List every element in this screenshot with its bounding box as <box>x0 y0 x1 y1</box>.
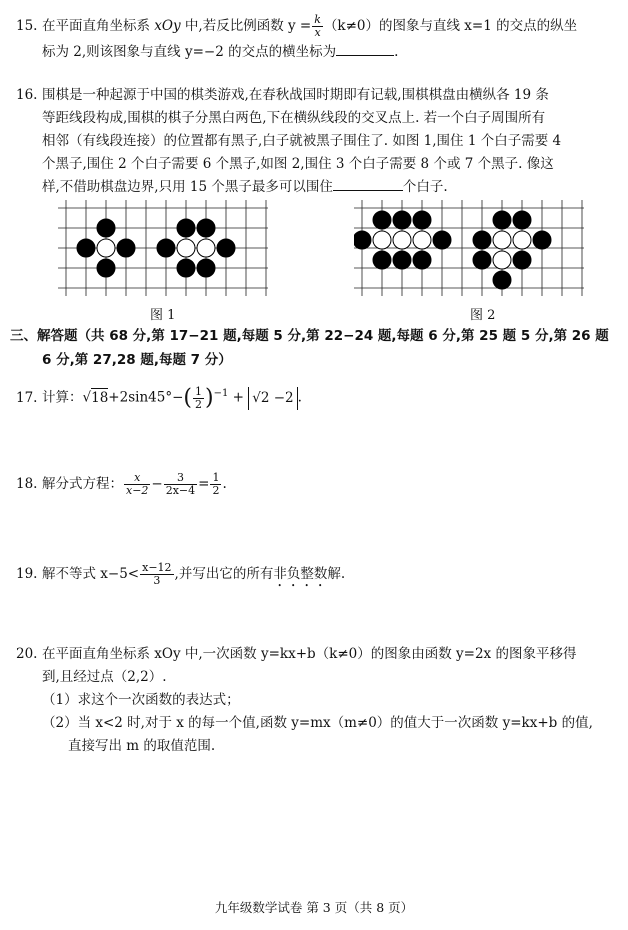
question-number: 19. <box>16 566 38 582</box>
q16-line1: 围棋是一种起源于中国的棋类游戏,在春秋战国时期即有记载,围棋棋盘由横纵各 19 条 <box>42 87 549 103</box>
q15-text-a: 在平面直角坐标系 <box>42 18 155 34</box>
q15-fraction: $\frac{k}{x}$ <box>314 13 321 39</box>
question-16: 16. 围棋是一种起源于中国的棋类游戏,在春秋战国时期即有记载,围棋棋盘由横纵各 19 条 等距线段构成,围棋的棋子分黑白两色,下在横纵线段的交叉点上. 若一个白子周围所有 相邻（有线段连接）的位置都有黑子,白子就被黑子围住了. 如图 1,围住 1 个白子需要 4 个黑子,围住 2 个白子需要 6 个黑子,如图 2,围住 3 个白子需要 8 个或 7 个黑子. 像这 样,不借助棋盘边界,只用 15 个黑子最多可以围住 个白子. <box>16 84 616 199</box>
figure-1-caption: 图 1 <box>150 308 176 323</box>
answer-blank[interactable] <box>336 41 394 56</box>
q16-line3: 相邻（有线段连接）的位置都有黑子,白子就被黑子围住了. 如图 1,围住 1 个白子需要 4 <box>42 133 562 149</box>
section-header-line2: 6 分,第 27,28 题,每题 7 分） <box>42 352 232 368</box>
question-18: 18. 解分式方程： $\frac{x}{x-2}$ − $\frac{3}{2x-4}$ = $\frac{1}{2}$ . <box>16 471 227 497</box>
question-number: 17. <box>16 389 38 406</box>
figure-2-caption: 图 2 <box>470 308 496 323</box>
q17-fraction: $\frac{1}{2}$ <box>194 384 202 411</box>
question-20 <box>16 643 616 758</box>
answer-blank[interactable] <box>333 176 403 191</box>
question-19: 19. 解不等式 x−5< $\frac{x-12}{3}$ ,并写出它的所有非负整数解. <box>16 561 346 587</box>
q20-sub2b: 直接写出 m 的取值范围. <box>68 738 216 754</box>
q15-text-line2: 标为 2,则该图象与直线 y=−2 的交点的横坐标为 <box>42 44 337 60</box>
sqrt-radicand: 18 <box>91 389 109 406</box>
q20-line2: 到,且经过点（2,2）. <box>42 669 167 685</box>
section-header <box>10 324 616 372</box>
section-header-line1: 三、解答题（共 68 分,第 17−21 题,每题 5 分,第 22−24 题,每题 6 分,第 25 题 5 分,第 26 题 <box>10 328 609 344</box>
q16-line2: 等距线段构成,围棋的棋子分黑白两色,下在横纵线段的交叉点上. 若一个白子周围所有 <box>42 110 546 126</box>
q18-fraction-1: $\frac{x}{x-2}$ <box>126 471 149 497</box>
q15-text-c: （k≠0）的图象与直线 x=1 的交点的纵坐 <box>323 18 578 34</box>
q20-sub1: （1）求这个一次函数的表达式； <box>42 692 240 708</box>
question-number: 18. <box>16 476 38 492</box>
q19-fraction: $\frac{x-12}{3}$ <box>142 561 172 587</box>
q20-sub2: （2）当 x<2 时,对于 x 的每一个值,函数 y=mx（m≠0）的值大于一次函数 y=kx+b 的值, <box>42 715 593 731</box>
go-board-figure-1 <box>58 200 268 296</box>
q15-text-b: 中,若反比例函数 y = <box>180 18 312 34</box>
question-17: 17. 计算：√18+2sin45°−( $\frac{1}{2}$ )$^{-1}$ + √2 −2 . <box>16 384 302 411</box>
q18-fraction-3: $\frac{1}{2}$ <box>212 471 220 497</box>
absolute-value: √2 −2 <box>248 387 297 410</box>
q16-line5: 样,不借助棋盘边界,只用 15 个黑子最多可以围住 <box>42 179 333 195</box>
q18-fraction-2: $\frac{3}{2x-4}$ <box>165 471 196 497</box>
q15-xoy: xOy <box>154 18 181 34</box>
exponent: −1 <box>213 388 229 399</box>
emphasized-text: 非负整数 <box>273 566 328 582</box>
sqrt-symbol: √ <box>82 389 92 406</box>
page-footer: 九年级数学试卷 第 3 页（共 8 页） <box>214 900 414 915</box>
q20-line1: 在平面直角坐标系 xOy 中,一次函数 y=kx+b（k≠0）的图象由函数 y=2x 的图象平移得 <box>42 646 577 662</box>
question-number: 15. <box>16 18 38 34</box>
question-15: 15. 在平面直角坐标系 xOy 中,若反比例函数 y = $\frac{k}{x}$ （k≠0）的图象与直线 x=1 的交点的纵坐 标为 2,则该图象与直线 y=−2 的交点的横坐标为 . <box>16 13 578 60</box>
question-number: 20. <box>16 646 38 662</box>
question-number: 16. <box>16 87 38 103</box>
go-board-figure-2 <box>354 200 584 296</box>
q16-line4: 个黑子,围住 2 个白子需要 6 个黑子,如图 2,围住 3 个白子需要 8 个或 7 个黑子. 像这 <box>42 156 554 172</box>
